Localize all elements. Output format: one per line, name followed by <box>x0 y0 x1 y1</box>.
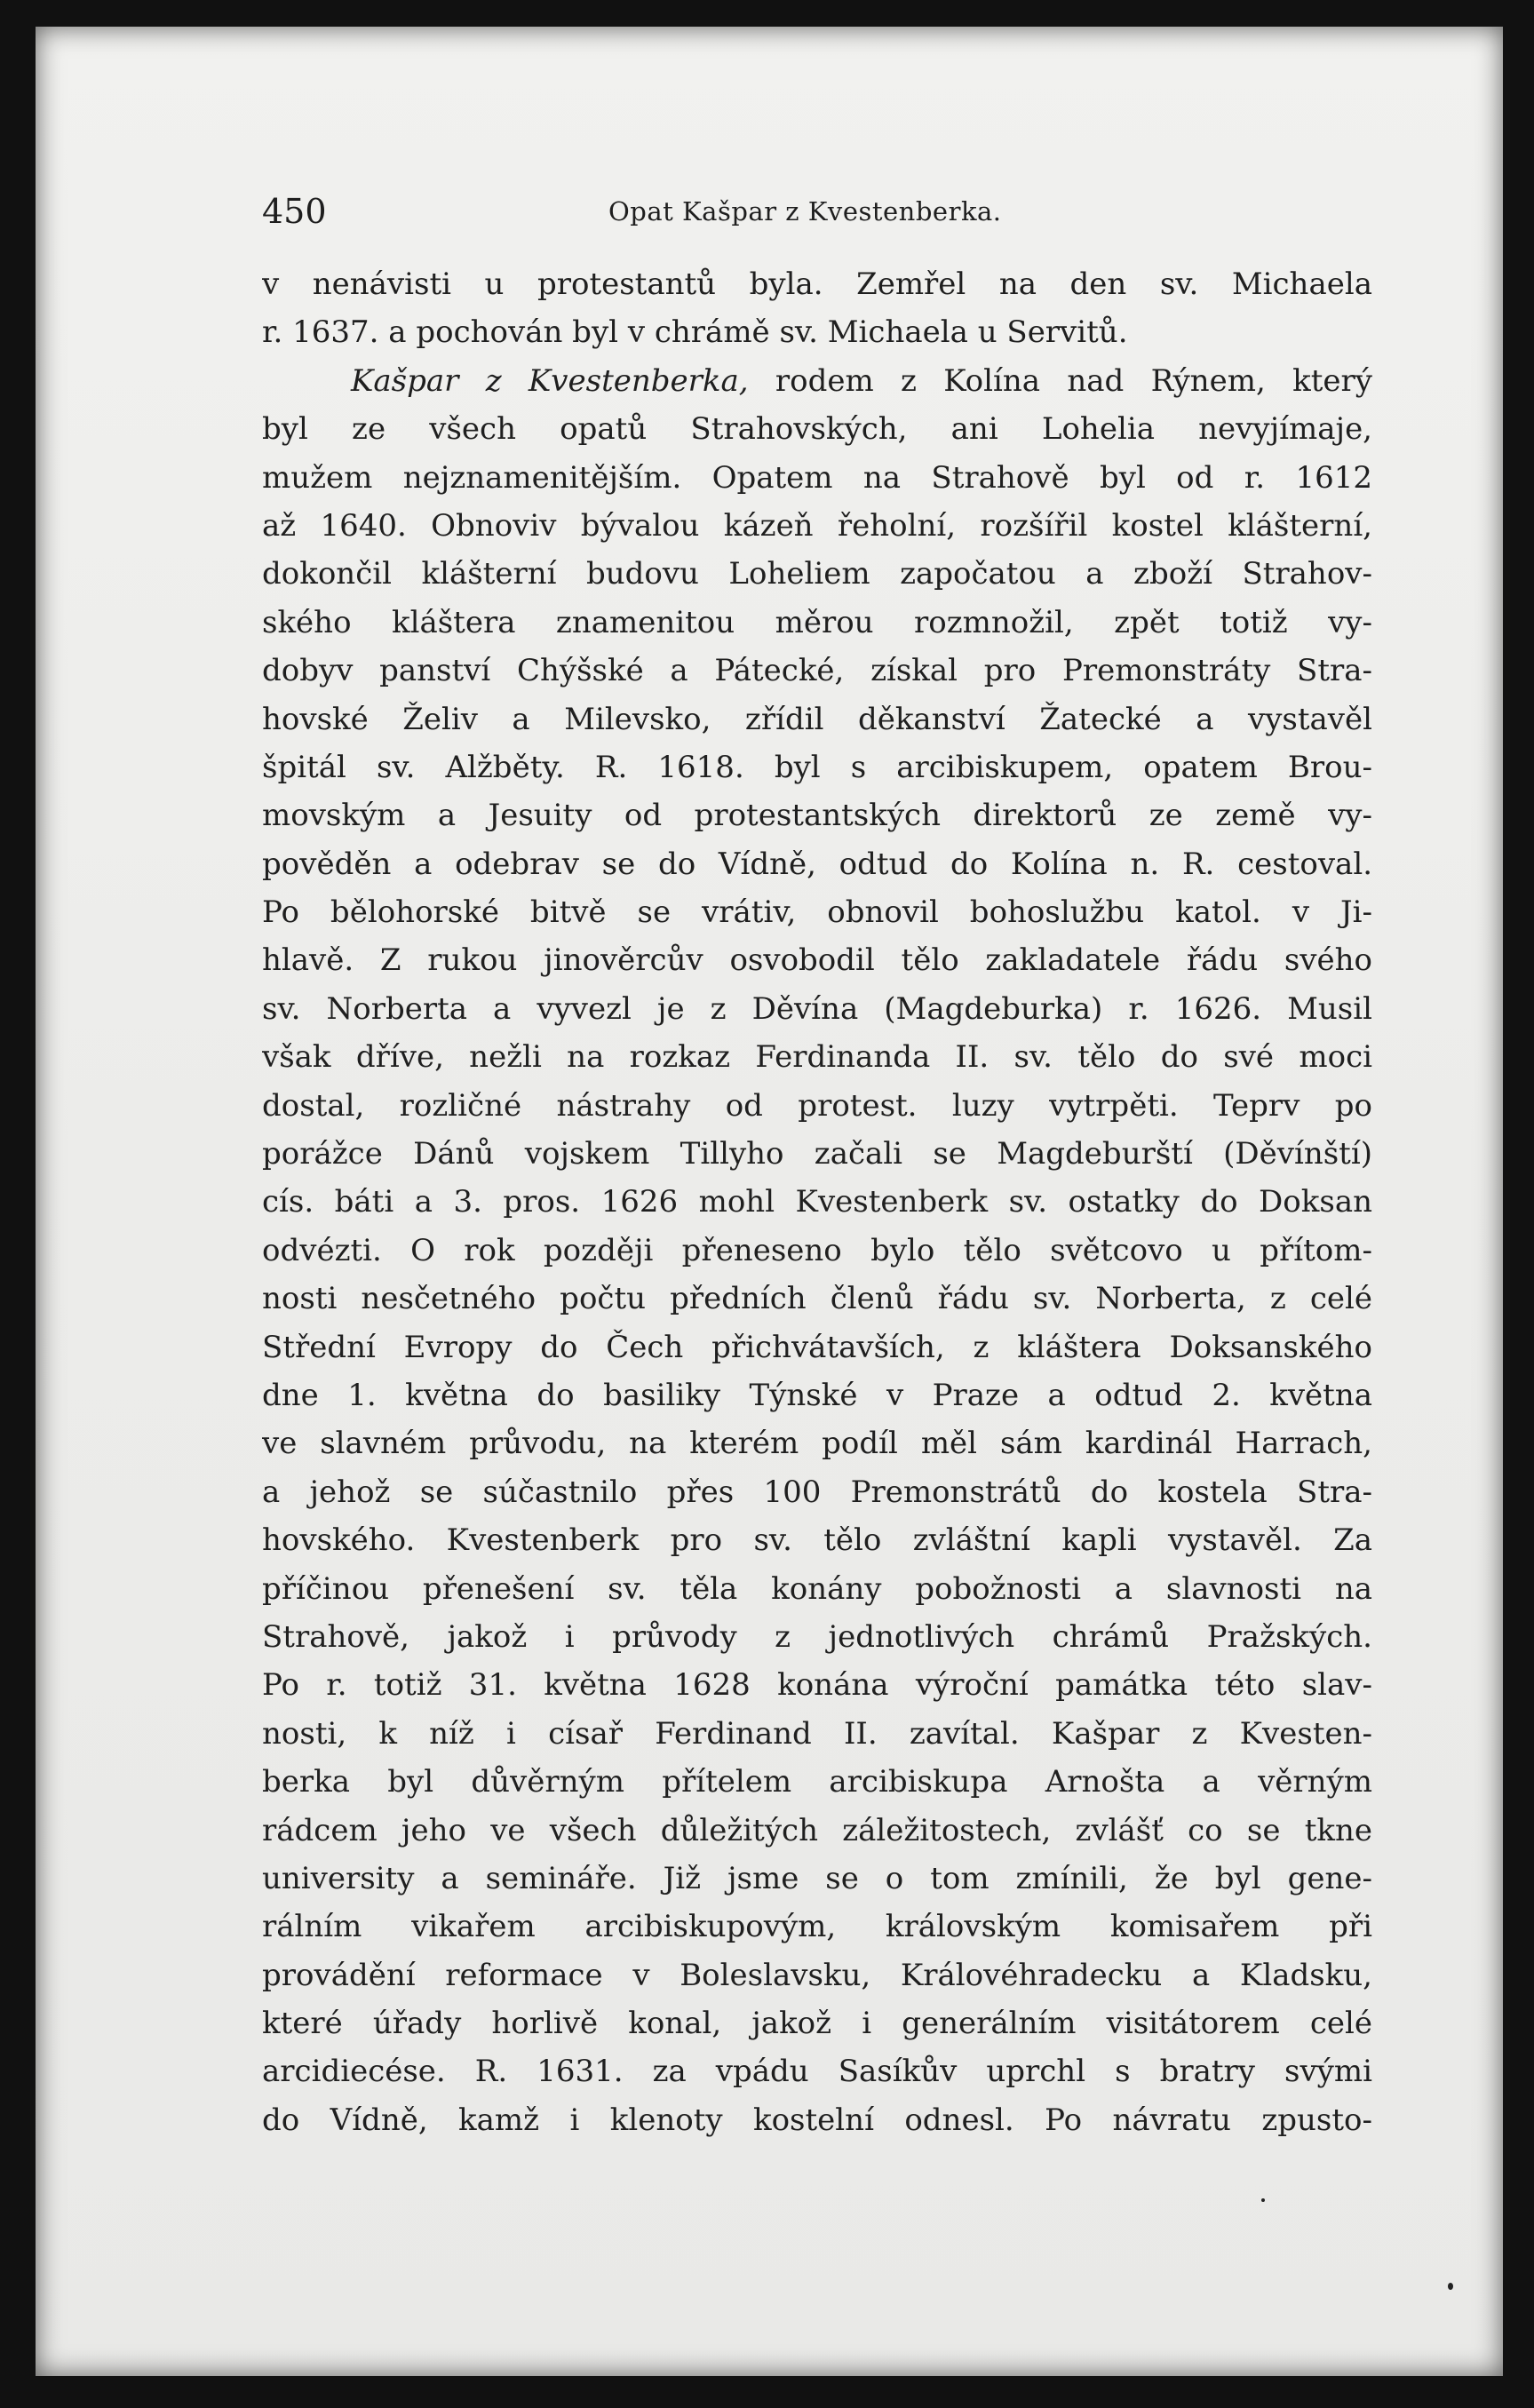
text-line: hlavě. Z rukou jinověrcův osvobodil tělo zakladatele řádu svého <box>262 942 1372 979</box>
text-line: špitál sv. Alžběty. R. 1618. byl s arcibiskupem, opatem Brou- <box>262 749 1372 785</box>
text-line: rádcem jeho ve všech důležitých záležitostech, zvlášť co se tkne <box>262 1812 1372 1848</box>
text-line: dostal, rozličné nástrahy od protest. luzy vytrpěti. Teprv po <box>262 1087 1372 1124</box>
text-line <box>262 357 1372 405</box>
text-line: a jehož se súčastnilo přes 100 Premonstrátů do kostela Stra- <box>262 1474 1372 1510</box>
running-head <box>262 185 1426 238</box>
text-line: Strahově, jakož i průvody z jednotlivých chrámů Pražských. <box>262 1618 1372 1655</box>
text-line: nosti nesčetného počtu předních členů řádu sv. Norberta, z celé <box>262 1281 1372 1317</box>
running-title: Opat Kašpar z Kvestenberka. <box>608 196 1002 226</box>
text-line: dobyv panství Chýšské a Pátecké, získal pro Premonstráty Stra- <box>262 653 1372 689</box>
text-line: do Vídně, kamž i klenoty kostelní odnesl. Po návratu zpusto- <box>262 2102 1372 2138</box>
text-line: ského kláštera znamenitou měrou rozmnožil, zpět totiž vy- <box>262 604 1372 640</box>
text-line: až 1640. Obnoviv bývalou kázeň řeholní, rozšířil kostel klášterní, <box>262 507 1372 544</box>
body-text <box>262 260 1372 2144</box>
text-line: porážce Dánů vojskem Tillyho začali se Magdeburští (Děvínští) <box>262 1136 1372 1172</box>
text-line-rest: rodem z Kolína nad Rýnem, který <box>748 362 1372 399</box>
text-line: dokončil klášterní budovu Loheliem započatou a zboží Strahov- <box>262 556 1372 592</box>
text-line: odvézti. O rok později přeneseno bylo tělo světcovo u přítom- <box>262 1232 1372 1268</box>
text-line: arcidiecése. R. 1631. za vpádu Sasíkův uprchl s bratry svými <box>262 2054 1372 2090</box>
text-line: mužem nejznamenitějším. Opatem na Strahově byl od r. 1612 <box>262 459 1372 496</box>
text-line: dne 1. května do basiliky Týnské v Praze a odtud 2. května <box>262 1377 1372 1413</box>
text-line: movským a Jesuity od protestantských direktorů ze země vy- <box>262 798 1372 834</box>
ink-speck <box>1448 2283 1453 2290</box>
text-line: nosti, k níž i císař Ferdinand II. zavítal. Kašpar z Kvesten- <box>262 1715 1372 1752</box>
text-line: rálním vikařem arcibiskupovým, královským komisařem při <box>262 1909 1372 1945</box>
page-number: 450 <box>262 192 327 231</box>
text-line: sv. Norberta a vyvezl je z Děvína (Magdeburka) r. 1626. Musil <box>262 990 1372 1027</box>
text-line: Střední Evropy do Čech přichvátavších, z kláštera Doksanského <box>262 1329 1372 1365</box>
text-line: které úřady horlivě konal, jakož i generálním visitátorem celé <box>262 2006 1372 2042</box>
lead-name: Kašpar z Kvestenberka, <box>351 362 749 399</box>
text-line: hovské Želiv a Milevsko, zřídil děkanství Žatecké a vystavěl <box>262 701 1372 737</box>
text-line: pověděn a odebrav se do Vídně, odtud do Kolína n. R. cestoval. <box>262 846 1372 882</box>
text-line: university a semináře. Již jsme se o tom zmínili, že byl gene- <box>262 1860 1372 1896</box>
text-line: Po bělohorské bitvě se vrátiv, obnovil bohoslužbu katol. v Ji- <box>262 894 1372 931</box>
text-line: cís. báti a 3. pros. 1626 mohl Kvestenberk sv. ostatky do Doksan <box>262 1184 1372 1220</box>
text-line: provádění reformace v Boleslavsku, Královéhradecku a Kladsku, <box>262 1957 1372 1993</box>
text-line: příčinou přenešení sv. těla konány pobožnosti a slavnosti na <box>262 1570 1372 1607</box>
text-line: byl ze všech opatů Strahovských, ani Lohelia nevyjímaje, <box>262 411 1372 448</box>
ink-speck <box>1261 2198 1265 2202</box>
text-line: ve slavném průvodu, na kterém podíl měl sám kardinál Harrach, <box>262 1426 1372 1462</box>
text-line: však dříve, nežli na rozkaz Ferdinanda II. sv. tělo do své moci <box>262 1039 1372 1076</box>
text-line: berka byl důvěrným přítelem arcibiskupa Arnošta a věrným <box>262 1764 1372 1800</box>
text-line: Po r. totiž 31. května 1628 konána výroční památka této slav- <box>262 1667 1372 1704</box>
text-line: hovského. Kvestenberk pro sv. tělo zvláštní kapli vystavěl. Za <box>262 1522 1372 1559</box>
text-line: r. 1637. a pochován byl v chrámě sv. Michaela u Servitů. <box>262 314 1128 351</box>
text-line: v nenávisti u protestantů byla. Zemřel na den sv. Michaela <box>262 266 1372 302</box>
